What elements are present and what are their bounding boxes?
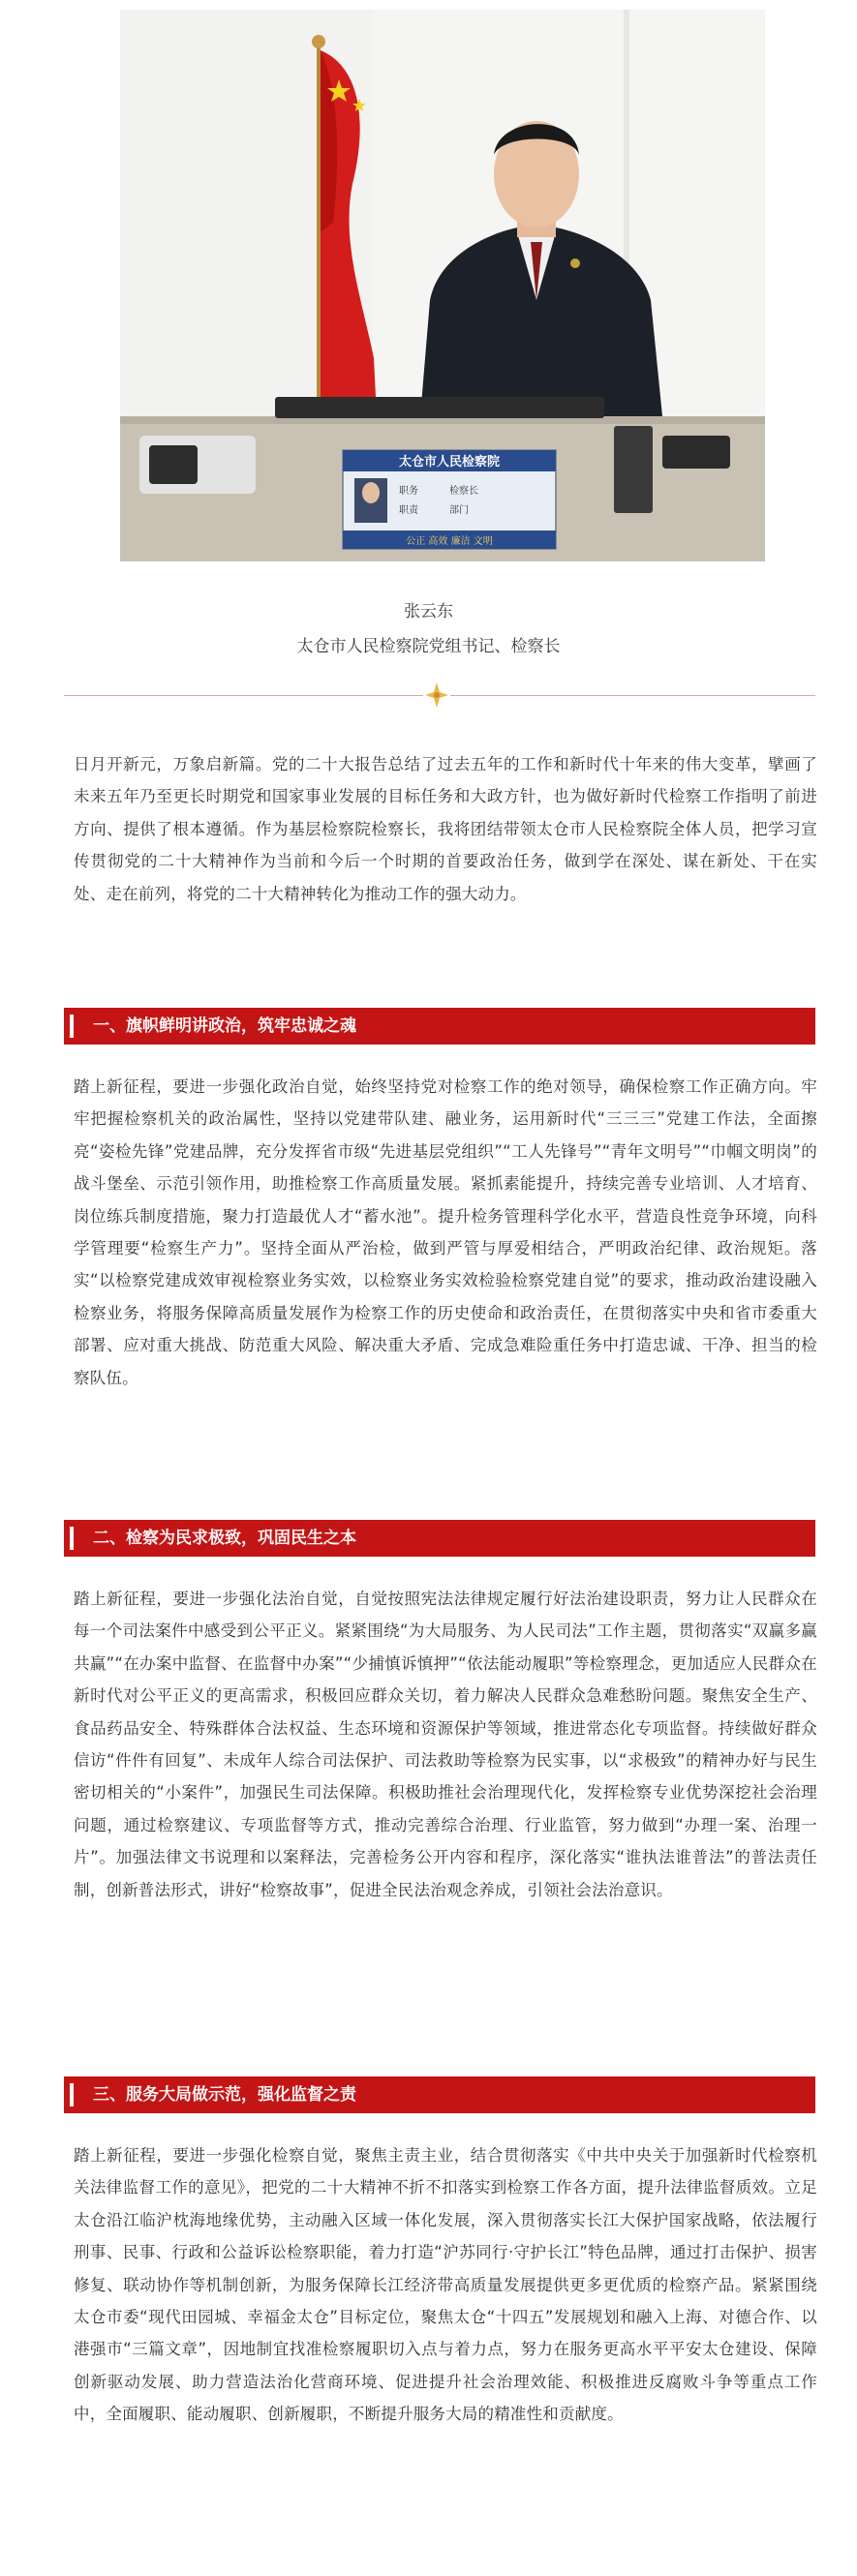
person-title: 太仓市人民检察院党组书记、检察长 <box>296 637 561 656</box>
nameplate-field-1-value: 检察长 <box>449 486 478 497</box>
section-body-2: 踏上新征程，要进一步强化法治自觉，自觉按照宪法法律规定履行好法治建设职责，努力让人民群众在每一个司法案件中感受到公平正义。紧紧围绕“为大局服务、为人民司法”工作主题，贯彻落实“双赢多赢共赢”“在办案中监督、在监督中办案”“少捕慎诉慎押”“依法能动履职”等检察理念，更加适应人民群众在新时代对公平正义的更高需求，积极回应群众关切，着力解决人民群众急难愁盼问题。聚焦安全生产、食品药品安全、特殊群体合法权益、生态环境和资源保护等领域，推进常态化专项监督。持续做好群众信访“件件有回复”、未成年人综合司法保护、司法救助等检察为民实事，以“求极致”的精神办好与民生密切相关的“小案件”，加强民生司法保障。积极助推社会治理现代化，发挥检察专业优势深挖社会治理问题，通过检察建议、专项监督等方式，推动完善综合治理、行业监管，努力做到“办理一案、治理一片”。加强法律文书说理和以案释法，完善检务公开内容和程序，深化落实“谁执法谁普法”的普法责任制，创新普法形式，讲好“检察故事”，促进全民法治观念养成，引领社会法治意识。 <box>74 1590 817 1899</box>
section-heading-1 <box>64 1008 815 1045</box>
nameplate-header: 太仓市人民检察院 <box>398 455 501 470</box>
intro-paragraph: 日月开新元，万象启新篇。党的二十大报告总结了过去五年的工作和新时代十年来的伟大变革，擘画了未来五年乃至更长时期党和国家事业发展的目标任务和大政方针，也为做好新时代检察工作指明了前进方向、提供了根本遵循。作为基层检察院检察长，我将团结带领太仓市人民检察院全体人员，把学习宣传贯彻党的二十大精神作为当前和今后一个时期的首要政治任务，做到学在深处、谋在新处、干在实处、走在前列，将党的二十大精神转化为推动工作的强大动力。 <box>74 755 817 903</box>
person-name: 张云东 <box>404 602 453 621</box>
heading-bar <box>70 2083 74 2106</box>
portrait-photo <box>120 10 765 561</box>
section-body-1: 踏上新征程，要进一步强化政治自觉，始终坚持党对检察工作的绝对领导，确保检察工作正确方向。牢牢把握检察机关的政治属性，坚持以党建带队建、融业务，运用新时代“三三三”党建工作法，全面擦亮“姿检先锋”党建品牌，充分发挥省市级“先进基层党组织”“工人先锋号”“青年文明号”“巾帼文明岗”的战斗堡垒、示范引领作用，助推检察工作高质量发展。紧抓素能提升，持续完善专业培训、人才培育、岗位练兵制度措施，聚力打造最优人才“蓄水池”。提升检务管理科学化水平，营造良性竞争环境，向科学管理要“检察生产力”。坚持全面从严治检，做到严管与厚爱相结合，严明政治纪律、政治规矩。落实“以检察党建成效审视检察业务实效，以检察业务实效检验检察党建自觉”的要求，推动政治建设融入检察业务，将服务保障高质量发展作为检察工作的历史使命和政治责任，在贯彻落实中央和省市委重大部署、应对重大挑战、防范重大风险、解决重大矛盾、完成急难险重任务中打造忠诚、干净、担当的检察队伍。 <box>74 1077 817 1387</box>
section-heading-3 <box>64 2076 815 2113</box>
section-heading-text: 三、服务大局做示范，强化监督之责 <box>93 2085 356 2105</box>
section-body-3: 踏上新征程，要进一步强化检察自觉，聚焦主责主业，结合贯彻落实《中共中央关于加强新时代检察机关法律监督工作的意见》，把党的二十大精神不折不扣落实到检察工作各方面，提升法律监督质效。立足太仓沿江临沪枕海地缘优势，主动融入区域一体化发展，深入贯彻落实长江大保护国家战略，依法履行刑事、民事、行政和公益诉讼检察职能，着力打造“沪苏同行·守护长江”特色品牌，通过打击保护、损害修复、联动协作等机制创新，为服务保障长江经济带高质量发展提供更多更优质的检察产品。紧紧围绕太仓市委“现代田园城、幸福金太仓”目标定位，聚焦太仓“十四五”发展规划和融入上海、对德合作、以港强市“三篇文章”，因地制宜找准检察履职切入点与着力点，努力在服务更高水平平安太仓建设、保障创新驱动发展、助力营造法治化营商环境、促进提升社会治理效能、积极推进反腐败斗争等重点工作中，全面履职、能动履职、创新履职，不断提升服务大局的精准性和贡献度。 <box>74 2146 817 2424</box>
nameplate-field-2: 职责 <box>399 505 418 516</box>
nameplate-field-2-value: 部门 <box>449 505 469 516</box>
nameplate-footer: 公正 高效 廉洁 文明 <box>406 536 493 547</box>
section-heading-text: 二、检察为民求极致，巩固民生之本 <box>93 1529 356 1548</box>
section-heading-text: 一、旗帜鲜明讲政治，筑牢忠诚之魂 <box>93 1016 356 1036</box>
heading-bar <box>70 1527 74 1550</box>
heading-bar <box>70 1015 74 1038</box>
nameplate-field-1: 职务 <box>399 486 418 497</box>
ornament-icon <box>423 681 450 710</box>
section-heading-2 <box>64 1520 815 1557</box>
